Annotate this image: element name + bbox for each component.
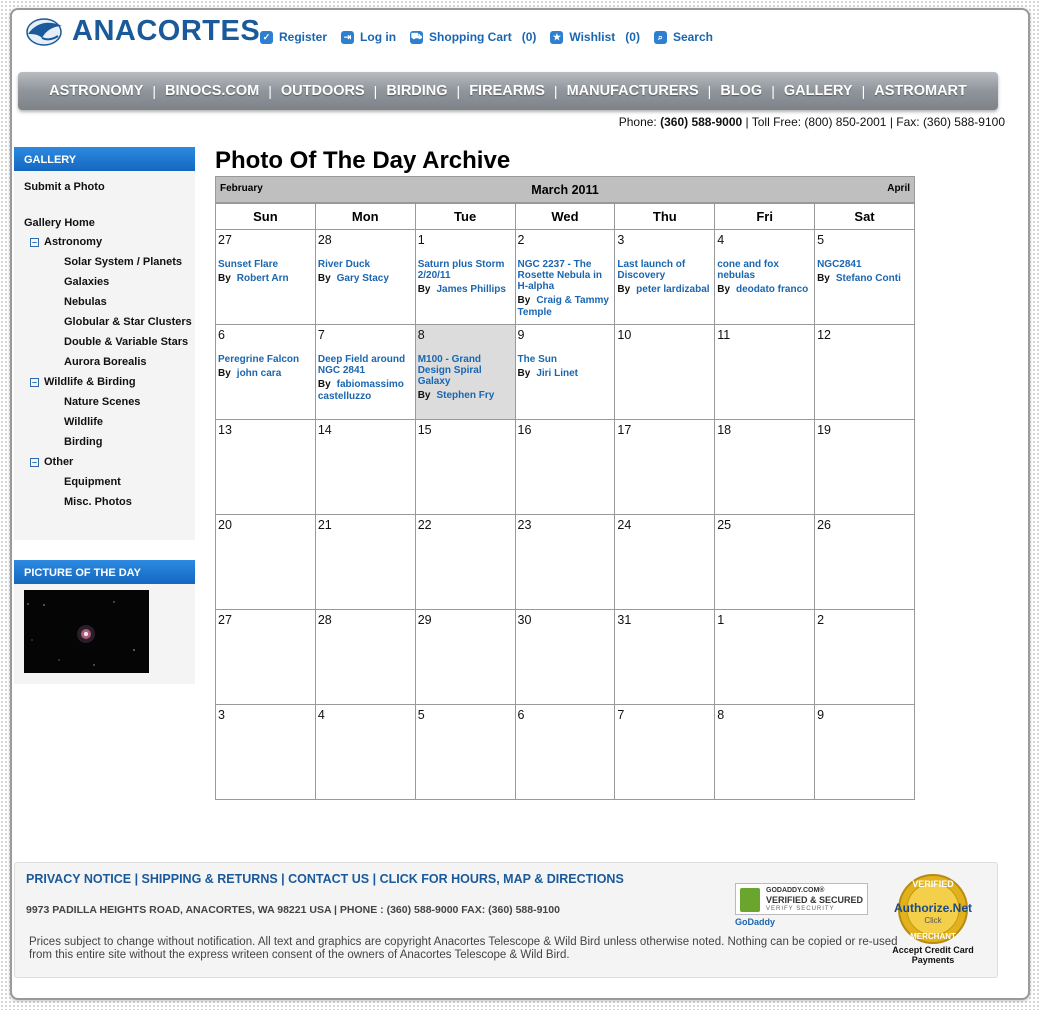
prev-month-link[interactable]: February: [220, 183, 263, 194]
sidebar-item-double-stars[interactable]: Double & Variable Stars: [64, 336, 189, 348]
calendar-day-cell: [815, 325, 915, 420]
sidebar-item-solar-system[interactable]: Solar System / Planets: [64, 256, 182, 268]
calendar-day-cell: [715, 325, 815, 420]
cart-count: (0): [521, 30, 537, 44]
photo-byline: [817, 273, 912, 285]
calendar-day-cell: [515, 420, 615, 515]
calendar-day-cell: [515, 610, 615, 705]
calendar-day-cell: [315, 325, 415, 420]
by-label: By: [817, 273, 830, 284]
day-number: 17: [617, 423, 632, 437]
photo-title-link[interactable]: Deep Field around NGC 2841: [317, 354, 406, 376]
calendar-day-cell: [815, 705, 915, 800]
godaddy-line3: VERIFY SECURITY: [766, 906, 835, 912]
day-number: 6: [218, 328, 225, 342]
search-label: Search: [672, 30, 713, 44]
sidebar-item-equipment[interactable]: Equipment: [64, 476, 121, 488]
nav-firearms[interactable]: FIREARMS: [469, 83, 545, 99]
calendar-day-cell: [415, 230, 515, 325]
day-number: 2: [517, 233, 525, 247]
gallery-header: GALLERY: [14, 147, 195, 171]
photographer-link[interactable]: Stephen Fry: [436, 390, 495, 401]
login-link[interactable]: [341, 30, 396, 44]
day-number: 21: [317, 518, 332, 532]
next-month-link[interactable]: April: [887, 183, 910, 194]
godaddy-line1: GODADDY.COM®: [766, 887, 825, 894]
photo-byline: [617, 284, 712, 296]
day-number: 29: [417, 613, 432, 627]
weekday-header: Tue: [415, 204, 515, 230]
by-label: By: [417, 284, 431, 295]
calendar-day-cell: [715, 515, 815, 610]
by-label: By: [218, 273, 231, 284]
calendar-day-cell: [415, 420, 515, 515]
day-number: 5: [817, 233, 825, 247]
photographer-link[interactable]: john cara: [236, 368, 282, 379]
day-number: 28: [317, 613, 332, 627]
day-number: 26: [817, 518, 831, 532]
godaddy-seal[interactable]: [735, 883, 868, 915]
photographer-link[interactable]: Jiri Linet: [536, 368, 579, 379]
day-number: 18: [717, 423, 732, 437]
day-number: 7: [617, 708, 625, 722]
potd-sidebar: [14, 560, 195, 684]
page-title: Photo Of The Day Archive: [215, 147, 511, 174]
calendar-day-cell: [216, 230, 316, 325]
authnet-click-text: Click: [924, 916, 942, 925]
phone-label: Phone:: [618, 115, 661, 129]
day-number: 30: [517, 613, 532, 627]
day-number: 9: [817, 708, 825, 722]
day-number: 14: [317, 423, 332, 437]
authnet-bottom-text: MERCHANT: [910, 932, 956, 941]
astronomy-label: Astronomy: [44, 236, 103, 248]
calendar-day-cell: [315, 230, 415, 325]
check-icon: ✓: [260, 31, 273, 44]
register-link[interactable]: [260, 30, 327, 44]
cart-icon: ⛟: [410, 31, 423, 44]
by-label: By: [717, 284, 731, 295]
star-icon: ★: [550, 31, 563, 44]
photo-title-link[interactable]: NGC 2237 - The Rosette Nebula in H-alpha: [517, 259, 602, 292]
wishlist-count: (0): [625, 30, 640, 44]
photographer-link[interactable]: Robert Arn: [236, 273, 289, 284]
by-label: By: [617, 284, 631, 295]
calendar-day-cell: [216, 610, 316, 705]
sidebar-item-nature[interactable]: Nature Scenes: [64, 396, 141, 408]
nav-separator: |: [152, 83, 156, 99]
day-number: 4: [317, 708, 325, 722]
calendar-week: [216, 705, 915, 800]
weekday-header: Sat: [815, 204, 915, 230]
photo-title-link[interactable]: The Sun: [517, 354, 557, 365]
day-number: 31: [617, 613, 632, 627]
contact-line: [619, 115, 1005, 129]
calendar-day-cell: [715, 705, 815, 800]
weekday-header: Wed: [515, 204, 615, 230]
galaxy-photo: [24, 590, 149, 673]
day-number: 6: [517, 708, 525, 722]
calendar-day-cell: [615, 610, 715, 705]
login-icon: ⇥: [341, 31, 354, 44]
photo-title-link[interactable]: Sunset Flare: [218, 259, 279, 270]
collapse-icon[interactable]: –: [31, 456, 37, 467]
calendar-day-cell: [515, 325, 615, 420]
top-links: [260, 30, 727, 44]
authnet-brand-text: Authorize.Net: [894, 901, 972, 915]
day-number: 27: [218, 613, 232, 627]
day-number: 2: [817, 613, 825, 627]
sidebar-item-galaxies[interactable]: Galaxies: [64, 276, 110, 288]
nav-separator: |: [373, 83, 378, 99]
day-number: 1: [717, 613, 725, 627]
weekday-header: Fri: [715, 204, 815, 230]
photo-byline: [717, 284, 812, 296]
nav-separator: |: [456, 83, 461, 99]
photo-title-link[interactable]: Last launch of Discovery: [617, 259, 686, 281]
calendar-day-cell: [515, 705, 615, 800]
authnet-caption: Accept Credit Card Payments: [892, 945, 974, 965]
calendar-day-cell: [815, 610, 915, 705]
current-month: March 2011: [531, 183, 599, 197]
nav-separator: |: [268, 83, 272, 99]
brand-name: ANACORTES: [72, 14, 261, 47]
day-number: 1: [417, 233, 425, 247]
calendar-day-cell: [216, 705, 316, 800]
day-number: 12: [817, 328, 831, 342]
day-number: 9: [517, 328, 525, 342]
by-label: By: [218, 368, 231, 379]
calendar-day-cell: [615, 420, 715, 515]
calendar-day-cell: [715, 610, 815, 705]
search-link[interactable]: [654, 30, 713, 44]
day-number: 16: [517, 423, 532, 437]
weekday-header: Thu: [615, 204, 715, 230]
collapse-icon[interactable]: –: [31, 236, 37, 247]
photographer-link[interactable]: deodato franco: [736, 284, 809, 295]
register-label: Register: [279, 30, 328, 44]
calendar-day-cell: [315, 420, 415, 515]
wildlife-label: Wildlife & Birding: [44, 376, 136, 388]
photo-title-link[interactable]: NGC2841: [817, 259, 862, 270]
nav-gallery[interactable]: GALLERY: [783, 83, 853, 99]
gallery-home-link[interactable]: Gallery Home: [24, 217, 95, 229]
day-number: 5: [417, 708, 425, 722]
nav-birding[interactable]: BIRDING: [386, 83, 448, 99]
calendar-day-cell: [216, 515, 316, 610]
day-number: 28: [317, 233, 332, 247]
nav-astromart[interactable]: ASTROMART: [874, 83, 967, 99]
photo-byline: [218, 273, 313, 285]
wishlist-label: Wishlist: [569, 30, 616, 44]
calendar-grid: [215, 203, 915, 800]
authorize-net-seal[interactable]: [893, 873, 973, 945]
photo-byline: [218, 368, 313, 380]
day-number: 15: [417, 423, 432, 437]
calendar-day-cell: [715, 230, 815, 325]
calendar-week: [216, 515, 915, 610]
day-number: 19: [817, 423, 831, 437]
footer: [14, 862, 998, 978]
photo-title-link[interactable]: M100 - Grand Design Spiral Galaxy: [417, 354, 482, 387]
nav-separator: |: [553, 83, 558, 99]
photo-byline: [418, 390, 513, 402]
search-icon: ⌕: [654, 31, 667, 44]
calendar-day-cell: [415, 515, 515, 610]
by-label: By: [517, 295, 531, 306]
main-nav: [18, 72, 998, 110]
photo-byline: [318, 273, 413, 285]
godaddy-line2: VERIFIED & SECURED: [766, 895, 864, 905]
day-number: 22: [417, 518, 432, 532]
footer-address: 9973 PADILLA HEIGHTS ROAD, ANACORTES, WA 98221 USA | PHONE : (360) 588-9000 FAX: (360) 588-9100: [26, 904, 560, 916]
day-number: 23: [517, 518, 532, 532]
sidebar-item-misc[interactable]: Misc. Photos: [64, 496, 132, 508]
day-number: 13: [218, 423, 232, 437]
day-number: 4: [717, 233, 725, 247]
nav-separator: |: [771, 83, 775, 99]
potd-thumbnail[interactable]: [24, 590, 149, 673]
site-logo[interactable]: [24, 14, 260, 48]
day-number: 3: [617, 233, 625, 247]
day-number: 8: [717, 708, 725, 722]
sidebar-item-clusters[interactable]: Globular & Star Clusters: [64, 316, 192, 328]
photo-title-link[interactable]: cone and fox nebulas: [717, 259, 779, 281]
contact-rest: | Toll Free: (800) 850-2001 | Fax: (360) 588-9100: [742, 115, 1005, 129]
photographer-link[interactable]: fabiomassimo castelluzzo: [317, 379, 404, 402]
sidebar-item-wildlife[interactable]: Wildlife: [64, 416, 104, 428]
phone-number: (360) 588-9000: [660, 115, 743, 129]
by-label: By: [417, 390, 431, 401]
calendar-day-cell: [615, 705, 715, 800]
photographer-link[interactable]: Stefano Conti: [835, 273, 901, 284]
photo-byline: [518, 295, 613, 319]
wildlife-category[interactable]: [30, 372, 136, 392]
footer-links[interactable]: PRIVACY NOTICE | SHIPPING & RETURNS | CONTACT US | CLICK FOR HOURS, MAP & DIRECTIONS: [26, 872, 624, 886]
calendar-day-cell: [315, 515, 415, 610]
calendar-day-cell: [415, 325, 515, 420]
potd-header: PICTURE OF THE DAY: [14, 560, 195, 584]
photographer-link[interactable]: peter lardizabal: [636, 284, 710, 295]
footer-disclaimer: Prices subject to change without notification. All text and graphics are copyright Anacortes Telescope & Wild Bird unless otherwise noted. Nothing can be copied or re-used from this entire site without the express writeen consent of the owners of Anacortes Telescope & Wild Bird.: [29, 936, 898, 961]
calendar-day-cell: [615, 230, 715, 325]
day-number: 25: [717, 518, 732, 532]
calendar-day-cell: [515, 230, 615, 325]
day-number: 24: [617, 518, 632, 532]
calendar-day-cell: [415, 610, 515, 705]
weekday-header: Sun: [216, 204, 316, 230]
sidebar-item-birding[interactable]: Birding: [64, 436, 103, 448]
other-label: Other: [44, 456, 74, 468]
calendar-week: [216, 230, 915, 325]
photo-byline: [418, 284, 513, 296]
calendar-day-cell: [415, 705, 515, 800]
photographer-link[interactable]: James Phillips: [436, 284, 506, 295]
calendar-day-cell: [515, 515, 615, 610]
cart-link[interactable]: [410, 30, 512, 44]
submit-photo-link[interactable]: Submit a Photo: [24, 181, 105, 193]
collapse-icon[interactable]: –: [31, 376, 37, 387]
day-number: 7: [317, 328, 325, 342]
calendar-day-cell: [715, 420, 815, 515]
calendar-day-cell: [615, 325, 715, 420]
calendar-week: [216, 325, 915, 420]
calendar-day-cell: [815, 420, 915, 515]
day-number: 8: [417, 328, 425, 342]
calendar-day-cell: [315, 705, 415, 800]
astronomy-category[interactable]: [30, 232, 102, 252]
calendar-day-cell: [615, 515, 715, 610]
bird-logo-icon: [24, 14, 66, 48]
calendar: [215, 176, 915, 800]
sidebar-item-aurora[interactable]: Aurora Borealis: [64, 356, 147, 368]
lock-icon: [740, 888, 760, 912]
cart-label: Shopping Cart: [429, 30, 512, 44]
calendar-day-cell: [216, 325, 316, 420]
photo-byline: [318, 379, 413, 403]
wishlist-link[interactable]: [550, 30, 615, 44]
calendar-day-cell: [815, 515, 915, 610]
day-number: 3: [218, 708, 225, 722]
calendar-header: [215, 176, 915, 203]
calendar-day-cell: [216, 420, 316, 515]
nav-outdoors[interactable]: OUTDOORS: [280, 83, 365, 99]
photographer-link[interactable]: Gary Stacy: [336, 273, 389, 284]
gallery-sidebar: [14, 147, 195, 540]
other-category[interactable]: [30, 452, 73, 472]
nav-separator: |: [861, 83, 866, 99]
calendar-day-cell: [315, 610, 415, 705]
day-number: 20: [218, 518, 232, 532]
by-label: By: [317, 379, 331, 390]
calendar-day-cell: [815, 230, 915, 325]
sidebar-item-nebulas[interactable]: Nebulas: [64, 296, 107, 308]
day-number: 10: [617, 328, 632, 342]
nav-manufacturers[interactable]: MANUFACTURERS: [566, 83, 699, 99]
by-label: By: [517, 368, 531, 379]
login-label: Log in: [360, 30, 397, 44]
nav-separator: |: [707, 83, 712, 99]
nav-binocs[interactable]: BINOCS.COM: [165, 83, 260, 99]
by-label: By: [317, 273, 331, 284]
day-number: 11: [717, 328, 731, 342]
nav-astronomy[interactable]: ASTRONOMY: [49, 83, 144, 99]
photo-title-link[interactable]: River Duck: [317, 259, 371, 270]
authnet-top-text: VERIFIED: [912, 879, 954, 889]
photo-byline: [518, 368, 613, 380]
photographer-link[interactable]: Craig & Tammy Temple: [517, 295, 609, 318]
photo-title-link[interactable]: Saturn plus Storm 2/20/11: [417, 259, 505, 281]
calendar-week: [216, 420, 915, 515]
photo-title-link[interactable]: Peregrine Falcon: [218, 354, 300, 365]
nav-blog[interactable]: BLOG: [720, 83, 763, 99]
day-number: 27: [218, 233, 232, 247]
weekday-header: Mon: [315, 204, 415, 230]
godaddy-name: GoDaddy: [735, 917, 776, 927]
calendar-week: [216, 610, 915, 705]
